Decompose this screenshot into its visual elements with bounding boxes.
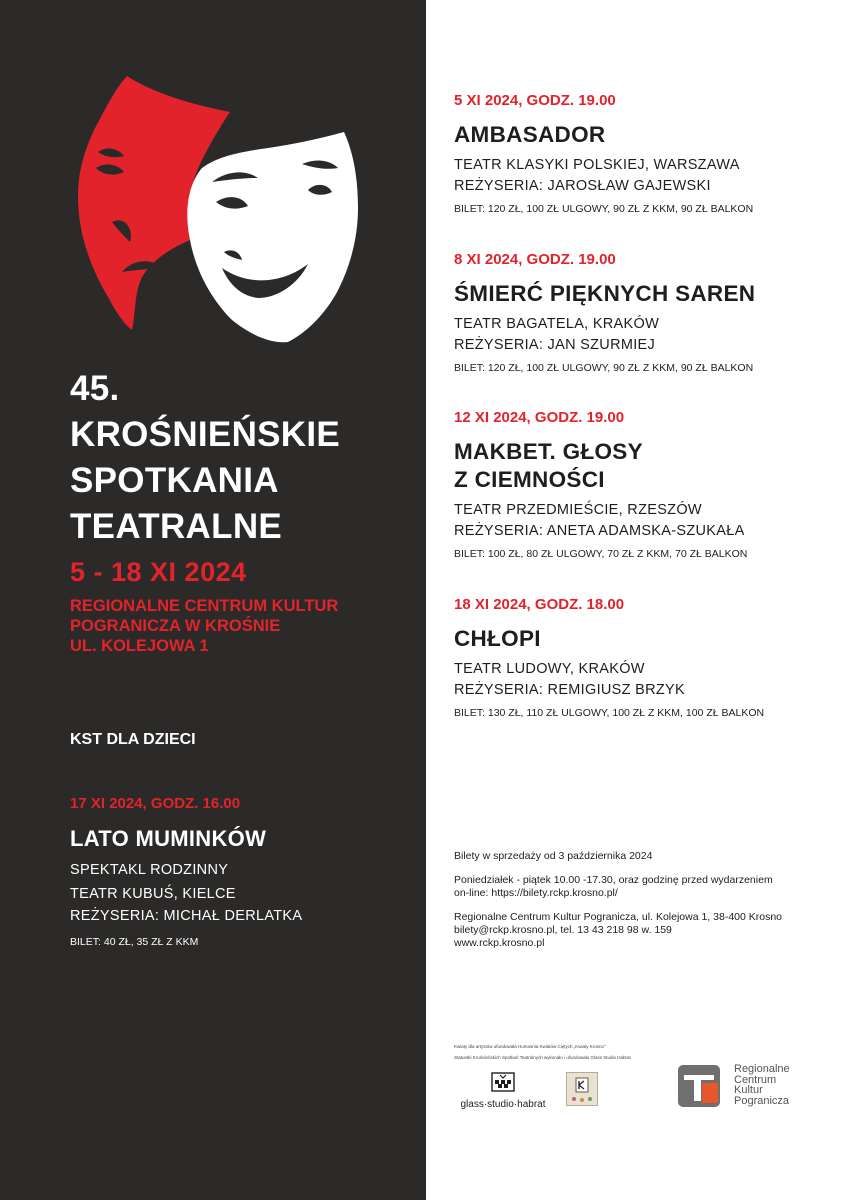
ticket-sales-info <box>454 850 652 863</box>
event-price: BILET: 120 ZŁ, 100 ZŁ ULGOWY, 90 ZŁ Z KKM, 90 ZŁ BALKON <box>454 362 754 374</box>
event-theatre: TEATR PRZEDMIEŚCIE, RZESZÓW <box>454 502 702 518</box>
event-title <box>454 121 834 149</box>
rckp-logo-icon <box>678 1065 720 1107</box>
rckp-logo-text <box>734 1064 790 1106</box>
event-director: REŻYSERIA: JAROSŁAW GAJEWSKI <box>454 178 711 194</box>
title-line: 45. <box>70 369 120 408</box>
credits-line: Statuetki Krośnieńskich Spotkań Teatralnych wykonało i ufundowało Glass Studio Habrat <box>454 1055 631 1060</box>
title-line: KROŚNIEŃSKIE <box>70 415 341 454</box>
rckp-logo-line: Centrum <box>734 1073 777 1086</box>
contact-info <box>454 911 782 950</box>
event-chlopi <box>454 596 834 719</box>
event-director: REŻYSERIA: ANETA ADAMSKA-SZUKAŁA <box>454 523 745 539</box>
rckp-logo-line: Kultur <box>734 1084 763 1096</box>
event-title-line: Z CIEMNOŚCI <box>454 467 605 492</box>
event-title <box>454 625 834 653</box>
comedy-mask <box>187 132 358 342</box>
event-date: 18 XI 2024, GODZ. 18.00 <box>454 596 625 613</box>
event-theatre: TEATR LUDOWY, KRAKÓW <box>454 661 645 677</box>
theatre-masks-icon <box>72 72 362 352</box>
website-link[interactable]: www.rckp.krosno.pl <box>454 937 545 949</box>
glass-studio-icon <box>491 1072 515 1092</box>
title-line: SPOTKANIA <box>70 461 279 500</box>
kids-event-title: LATO MUMINKÓW <box>70 826 267 851</box>
kids-event-director: REŻYSERIA: MICHAŁ DERLATKA <box>70 908 303 924</box>
event-date: 12 XI 2024, GODZ. 19.00 <box>454 409 625 426</box>
event-smierc-pieknych-saren <box>454 251 834 374</box>
sales-date: Bilety w sprzedaży od 3 października 2024 <box>454 850 653 862</box>
rckp-logo-line: Pogranicza <box>734 1094 790 1107</box>
event-director: REŻYSERIA: REMIGIUSZ BRZYK <box>454 682 685 698</box>
event-price: BILET: 120 ZŁ, 100 ZŁ ULGOWY, 90 ZŁ Z KKM, 90 ZŁ BALKON <box>454 203 754 215</box>
glass-studio-name: glass·studio·habrat <box>460 1099 546 1110</box>
event-makbet <box>454 409 834 560</box>
box-office-hours <box>454 874 773 900</box>
kids-event-price: BILET: 40 ZŁ, 35 ZŁ Z KKM <box>70 936 199 948</box>
event-title-line: ŚMIERĆ PIĘKNYCH SAREN <box>454 281 756 306</box>
venue-line: POGRANICZA W KROŚNIE <box>70 617 281 635</box>
kids-event-date: 17 XI 2024, GODZ. 16.00 <box>70 795 241 812</box>
event-title-line: MAKBET. GŁOSY <box>454 439 643 464</box>
kids-heading: KST DLA DZIECI <box>70 731 196 748</box>
venue-line: UL. KOLEJOWA 1 <box>70 637 209 655</box>
event-director: REŻYSERIA: JAN SZURMIEJ <box>454 337 656 353</box>
event-date: 5 XI 2024, GODZ. 19.00 <box>454 92 616 109</box>
online-link[interactable]: on-line: https://bilety.rckp.krosno.pl/ <box>454 887 618 899</box>
kids-event-theatre: TEATR KUBUŚ, KIELCE <box>70 886 236 902</box>
event-title-line: AMBASADOR <box>454 122 606 147</box>
kids-event-subtitle: SPEKTAKL RODZINNY <box>70 862 229 878</box>
credits-line: Kwiaty dla artystów ufundowała Hurtownia Kwiatów Ciętych „Kwiaty Krosno” <box>454 1044 606 1049</box>
event-date: 8 XI 2024, GODZ. 19.00 <box>454 251 616 268</box>
event-title <box>454 280 834 308</box>
festival-venue <box>70 596 338 656</box>
event-theatre: TEATR BAGATELA, KRAKÓW <box>454 316 660 332</box>
event-theatre: TEATR KLASYKI POLSKIEJ, WARSZAWA <box>454 157 740 173</box>
festival-dates: 5 - 18 XI 2024 <box>70 557 247 587</box>
kst-emblem-icon <box>567 1073 597 1105</box>
rckp-logo-line: Regionalne <box>734 1063 790 1075</box>
festival-title <box>70 366 340 550</box>
event-title <box>454 438 834 494</box>
venue-line: REGIONALNE CENTRUM KULTUR <box>70 597 339 615</box>
kst-statuette-logo <box>566 1072 598 1106</box>
title-line: TEATRALNE <box>70 507 283 546</box>
glass-studio-habrat-logo <box>458 1072 548 1110</box>
event-price: BILET: 100 ZŁ, 80 ZŁ ULGOWY, 70 ZŁ Z KKM, 70 ZŁ BALKON <box>454 548 748 560</box>
address: Regionalne Centrum Kultur Pogranicza, ul. Kolejowa 1, 38-400 Krosno <box>454 911 783 923</box>
hours-line: Poniedziałek - piątek 10.00 -17.30, oraz godzinę przed wydarzeniem <box>454 874 773 886</box>
event-ambasador <box>454 92 834 215</box>
contact-line[interactable]: bilety@rckp.krosno.pl, tel. 13 43 218 98 w. 159 <box>454 924 672 936</box>
event-price: BILET: 130 ZŁ, 110 ZŁ ULGOWY, 100 ZŁ Z KKM, 100 ZŁ BALKON <box>454 707 765 719</box>
event-title-line: CHŁOPI <box>454 626 541 651</box>
